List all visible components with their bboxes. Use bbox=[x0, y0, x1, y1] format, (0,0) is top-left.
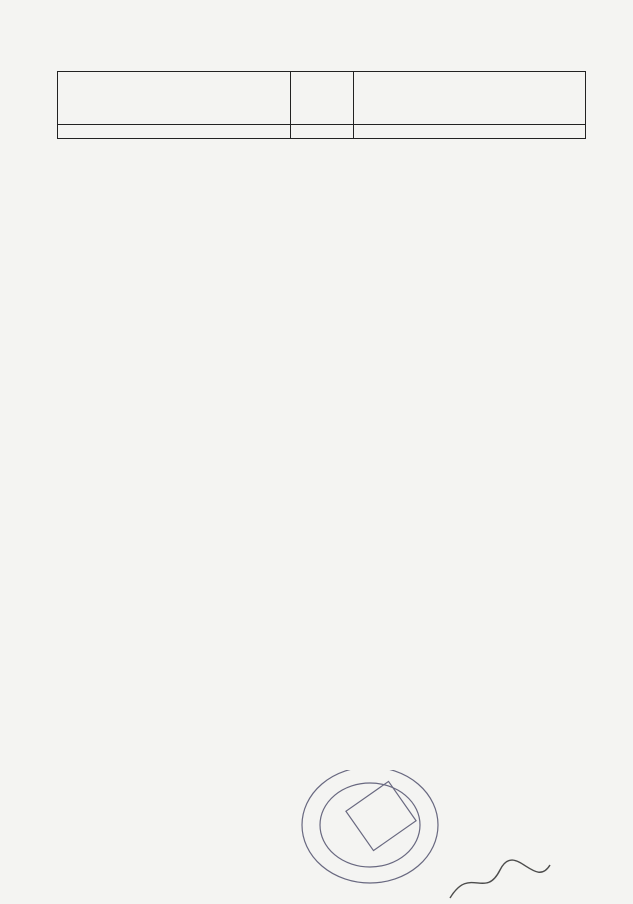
value-cell bbox=[354, 125, 586, 139]
rate-name bbox=[58, 125, 291, 139]
square-seal bbox=[346, 781, 416, 850]
header-unit bbox=[291, 72, 354, 125]
unit-cell bbox=[291, 125, 354, 139]
table-row bbox=[58, 125, 586, 139]
header-value bbox=[354, 72, 586, 125]
tariff-table bbox=[57, 71, 586, 139]
header-name bbox=[58, 72, 291, 125]
round-seal bbox=[302, 770, 438, 883]
stamp-overlay bbox=[300, 770, 600, 904]
table-body bbox=[58, 125, 586, 139]
signature bbox=[450, 860, 550, 898]
table-header-row bbox=[58, 72, 586, 125]
